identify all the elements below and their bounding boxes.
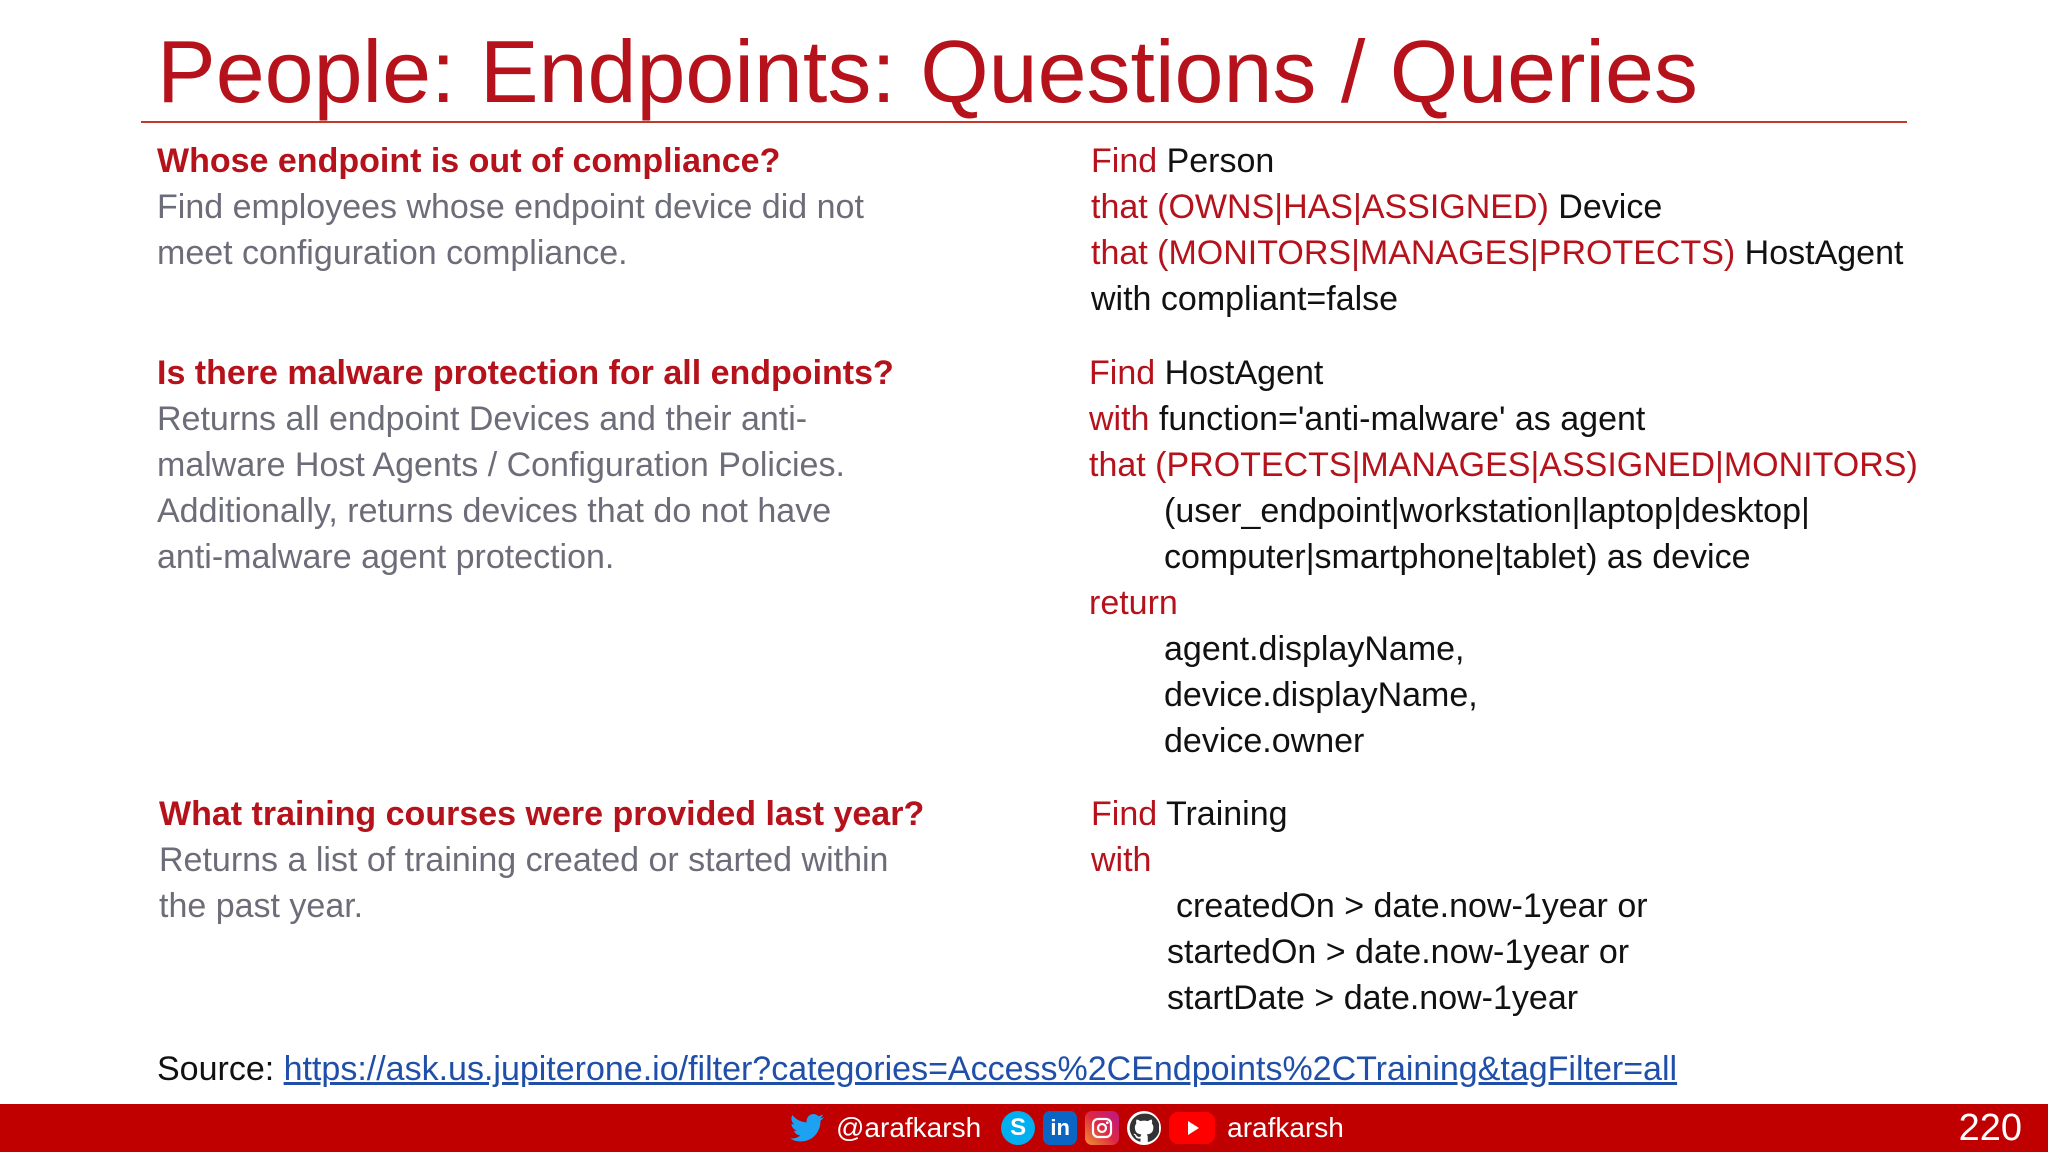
query-line [1091,276,2021,322]
description-line: the past year. [159,887,364,925]
slide-title: People: Endpoints: Questions / Queries [157,22,1698,121]
query-text: HostAgent [1735,234,1904,272]
query-keyword: with [1089,400,1150,438]
query-keyword: that (OWNS|HAS|ASSIGNED) [1091,188,1549,226]
question-block-compliance [157,138,1037,276]
query-line [1091,975,2021,1021]
query-line [1091,230,2021,276]
skype-icon[interactable]: S [1001,1111,1035,1145]
question-block-training [159,791,1039,929]
query-line [1091,837,2021,883]
query-text: createdOn > date.now-1year or [1176,887,1648,925]
query-line [1091,138,2021,184]
query-line [1089,350,2019,396]
query-keyword: with [1091,841,1152,879]
description-line: Returns all endpoint Devices and their anti- [157,400,808,438]
query-text: device.displayName, [1164,676,1478,714]
query-block-compliance [1091,138,2021,322]
question-description [157,396,1037,580]
description-line: anti-malware agent protection. [157,538,615,576]
description-line: Find employees whose endpoint device did not [157,188,864,226]
query-line [1091,883,2021,929]
question-title: What training courses were provided last year? [159,795,925,833]
social-handle: arafkarsh [1227,1112,1344,1143]
query-text: Person [1157,142,1275,180]
twitter-icon[interactable] [790,1111,824,1145]
question-title: Is there malware protection for all endpoints? [157,354,894,392]
query-keyword: that (MONITORS|MANAGES|PROTECTS) [1091,234,1736,272]
query-text: with compliant=false [1091,280,1399,318]
query-text: agent.displayName, [1164,630,1465,668]
description-line: malware Host Agents / Configuration Policies. [157,446,845,484]
github-icon[interactable] [1127,1111,1161,1145]
query-block-malware [1089,350,2019,764]
question-description [157,184,1037,276]
query-line [1089,442,2019,488]
query-line [1089,672,2019,718]
query-text: Device [1548,188,1663,226]
query-line [1089,488,2019,534]
description-line: Returns a list of training created or started within [159,841,889,879]
query-line [1089,534,2019,580]
query-text: startDate > date.now-1year [1167,979,1579,1017]
question-description [159,837,1039,929]
description-line: Additionally, returns devices that do not have [157,492,832,530]
query-text: device.owner [1164,722,1365,760]
query-line [1089,626,2019,672]
query-line [1091,791,2021,837]
query-text: (user_endpoint|workstation|laptop|desktop| [1164,492,1810,530]
query-keyword: that (PROTECTS|MANAGES|ASSIGNED|MONITORS) [1089,446,1918,484]
query-text: HostAgent [1155,354,1324,392]
youtube-icon[interactable] [1169,1112,1215,1144]
query-line [1091,184,2021,230]
question-block-malware [157,350,1037,580]
source-link[interactable]: https://ask.us.jupiterone.io/filter?categories=Access%2CEndpoints%2CTraining&tagFilter=all [283,1050,1678,1088]
social-links [790,1104,1356,1152]
query-text: function='anti-malware' as agent [1149,400,1646,438]
query-keyword: Find [1091,142,1158,180]
instagram-icon[interactable] [1085,1111,1119,1145]
query-text: Training [1157,795,1288,833]
query-line [1091,929,2021,975]
page-number: 220 [1958,1107,2022,1149]
footer-bar [0,1104,2048,1152]
question-title: Whose endpoint is out of compliance? [157,142,781,180]
query-block-training [1091,791,2021,1021]
title-divider [141,121,1907,123]
query-text: computer|smartphone|tablet) as device [1164,538,1751,576]
query-keyword: Find [1091,795,1158,833]
query-keyword: return [1089,584,1178,622]
query-text: startedOn > date.now-1year or [1167,933,1630,971]
twitter-handle: @arafkarsh [836,1112,982,1143]
query-line [1089,580,2019,626]
description-line: meet configuration compliance. [157,234,628,272]
source-label: Source: [157,1050,284,1088]
query-line [1089,396,2019,442]
source-citation [157,1046,1677,1092]
linkedin-icon[interactable]: in [1043,1111,1077,1145]
query-keyword: Find [1089,354,1156,392]
query-line [1089,718,2019,764]
